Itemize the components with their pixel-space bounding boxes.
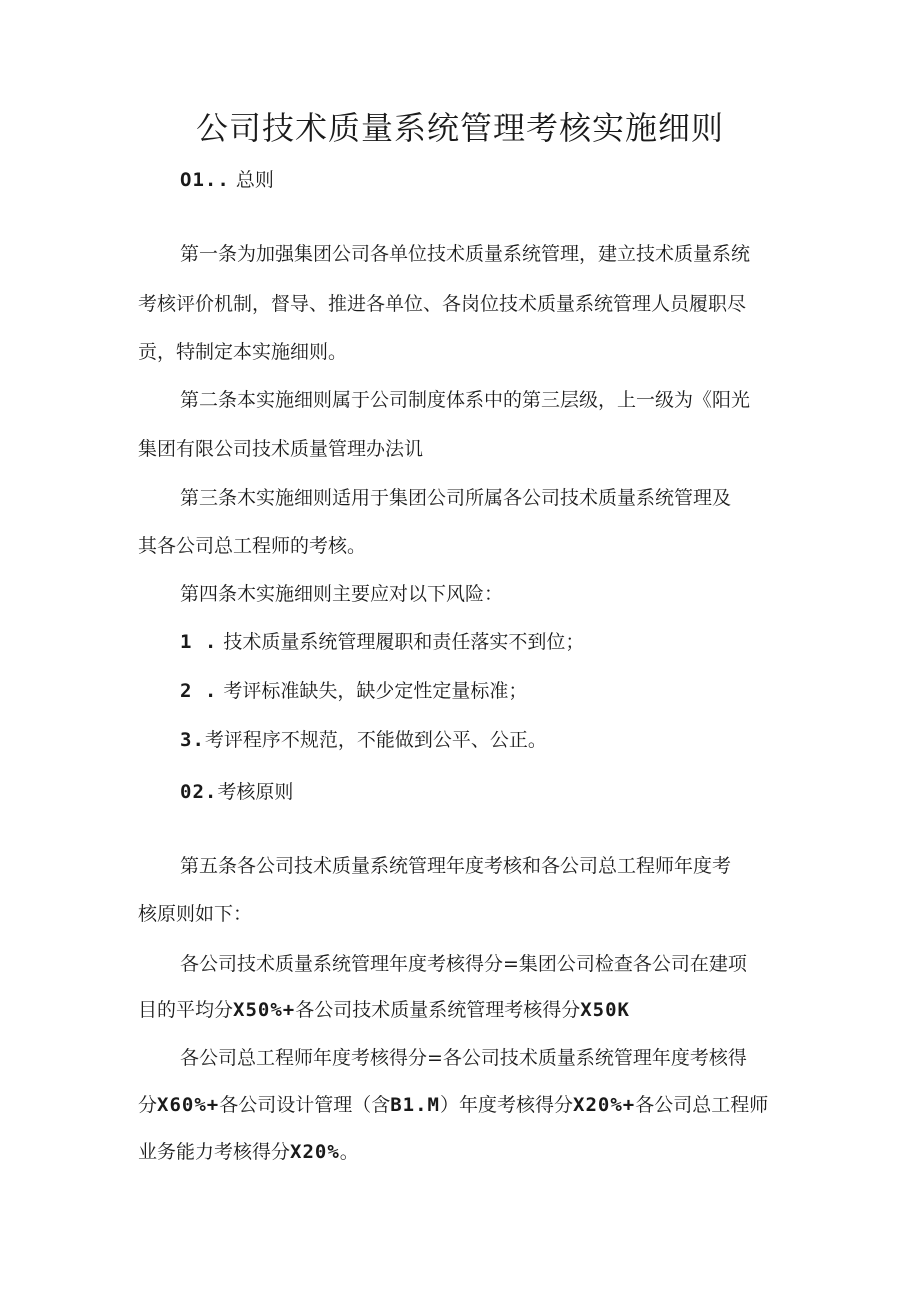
section-title: 考核原则 (217, 781, 294, 803)
formula-text: 目的平均分 (138, 999, 234, 1021)
formula-2-line-3 (138, 1138, 359, 1166)
risk-number: 3. (180, 729, 205, 751)
formula-text: 分 (138, 1094, 158, 1116)
article-2-line-1: 第二条本实施细则属于公司制度体系中的第三层级，上一级为《阳光 (180, 389, 751, 411)
formula-weight: X20%+ (573, 1094, 636, 1116)
risk-text: 考评标准缺失，缺少定性定量标准； (223, 680, 528, 702)
formula-text: 业务能力考核得分 (138, 1141, 291, 1163)
article-4-line-1: 第四条木实施细则主要应对以下风险： (180, 583, 504, 605)
article-3-line-2: 其各公司总工程师的考核。 (138, 535, 367, 557)
formula-text: ）年度考核得分 (440, 1094, 574, 1116)
formula-text: 各公司总工程师 (635, 1094, 769, 1116)
risk-text: 考评程序不规范，不能做到公平、公正。 (204, 729, 547, 751)
risk-number: 2 . (180, 680, 218, 702)
formula-weight: X60%+ (157, 1094, 220, 1116)
risk-item (180, 677, 527, 705)
article-5-line-2: 核原则如下： (138, 903, 253, 925)
risk-text: 技术质量系统管理履职和责任落实不到位； (223, 631, 585, 653)
formula-2-line-1: 各公司总工程师年度考核得分=各公司技术质量系统管理年度考核得 (180, 1047, 747, 1069)
section-title: 总则 (235, 169, 274, 191)
risk-number: 1 . (180, 631, 218, 653)
formula-text: 各公司设计管理（含 (219, 1094, 391, 1116)
formula-weight: X50%+ (233, 999, 296, 1021)
formula-1-line-2 (138, 996, 630, 1024)
document-title: 公司技术质量系统管理考核实施细则 (195, 109, 724, 147)
formula-weight: X20% (290, 1141, 340, 1163)
article-5-line-1: 第五条各公司技术质量系统管理年度考核和各公司总工程师年度考 (180, 855, 732, 877)
formula-text: 。 (339, 1141, 359, 1163)
risk-item (180, 628, 584, 656)
formula-code: B1.M (390, 1094, 440, 1116)
article-1-line-1: 第一条为加强集团公司各单位技术质量系统管理，建立技术质量系统 (180, 243, 751, 265)
article-1-line-2: 考核评价机制，督导、推进各单位、各岗位技术质量系统管理人员履职尽 (138, 293, 747, 315)
formula-text: 各公司技术质量系统管理考核得分 (295, 999, 581, 1021)
section-heading-general (180, 166, 274, 194)
section-number: 02. (180, 781, 218, 803)
article-2-line-2: 集团有限公司技术质量管理办法讥 (138, 438, 424, 460)
section-heading-principles (180, 778, 293, 806)
article-1-line-3: 贡，特制定本实施细则。 (138, 341, 348, 363)
formula-2-line-2 (138, 1091, 768, 1119)
formula-1-line-1: 各公司技术质量系统管理年度考核得分=集团公司检查各公司在建项 (180, 953, 747, 975)
formula-weight: X50K (580, 999, 630, 1021)
section-number: O1.. (180, 169, 230, 191)
article-3-line-1: 第三条木实施细则适用于集团公司所属各公司技术质量系统管理及 (180, 487, 732, 509)
risk-item (180, 726, 547, 754)
